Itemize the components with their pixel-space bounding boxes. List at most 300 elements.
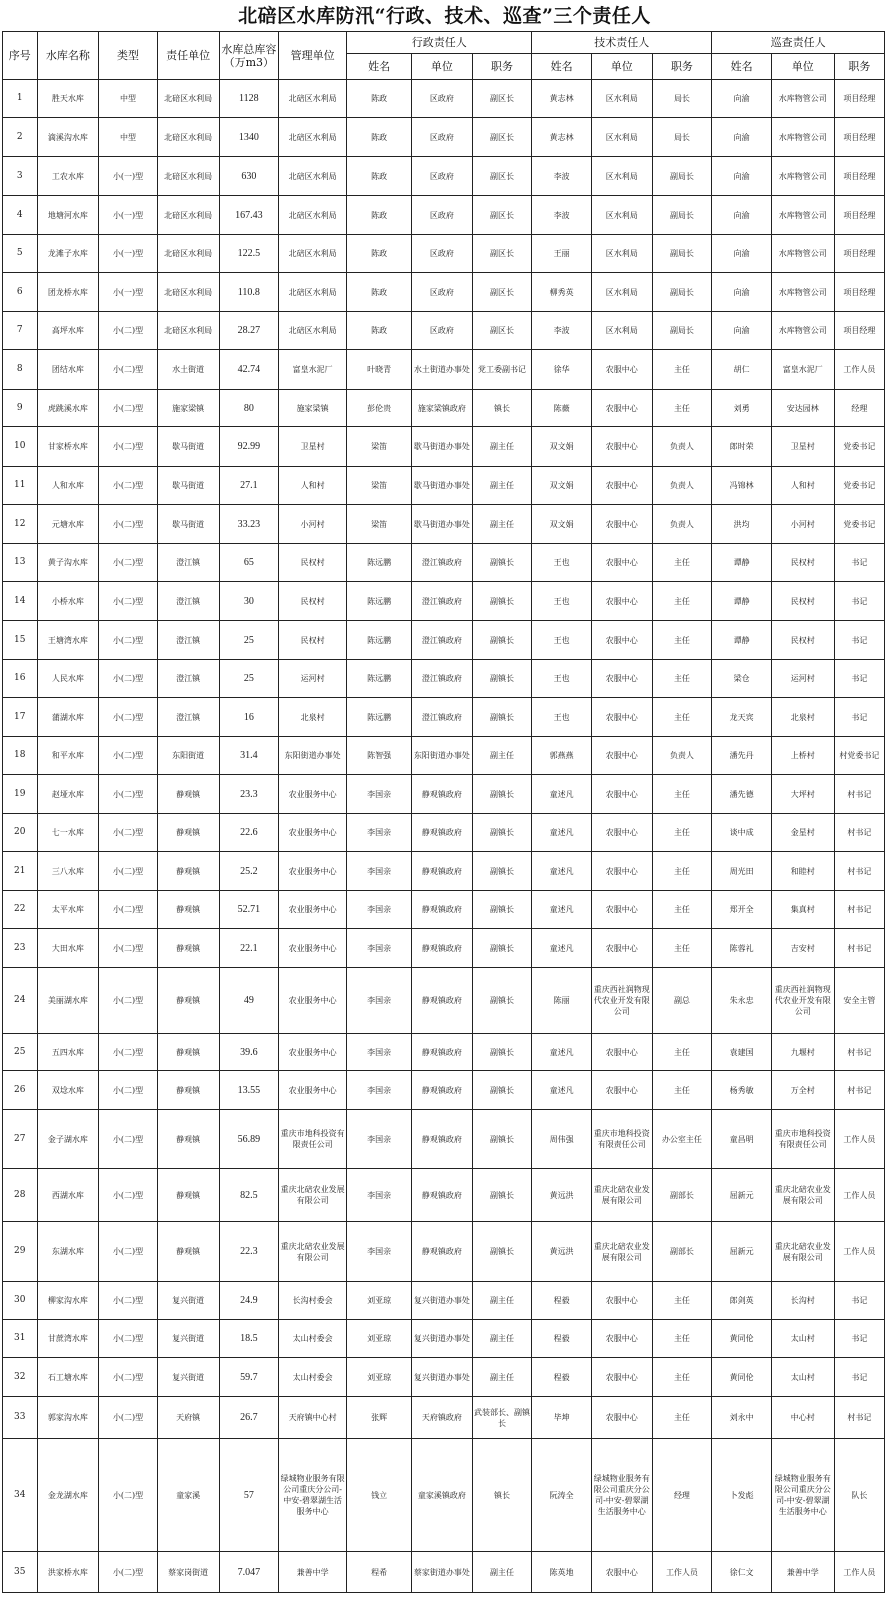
cell-management-unit: 民权村: [279, 582, 347, 621]
cell-patrol-name: 向渝: [712, 273, 772, 312]
cell-admin-name: 刘亚琼: [347, 1358, 412, 1397]
cell-patrol-name: 梁仓: [712, 660, 772, 698]
cell-tech-name: 黄志林: [532, 80, 592, 118]
cell-admin-unit: 童家溪镇政府: [412, 1439, 473, 1552]
cell-admin-name: 陈政: [347, 80, 412, 118]
cell-tech-post: 副局长: [652, 196, 712, 235]
cell-type: 小(一)型: [99, 196, 158, 235]
cell-admin-name: 陈智强: [347, 737, 412, 775]
cell-no: 11: [3, 467, 38, 505]
cell-admin-post: 副镇长: [472, 1169, 532, 1222]
cell-tech-name: 柳秀英: [532, 273, 592, 312]
cell-admin-unit: 复兴街道办事处: [412, 1320, 473, 1358]
cell-patrol-unit: 水库物管公司: [771, 196, 834, 235]
cell-tech-name: 童述凡: [532, 852, 592, 891]
cell-patrol-post: 项目经理: [834, 118, 884, 157]
cell-patrol-name: 谭静: [712, 544, 772, 582]
cell-tech-post: 副部长: [652, 1222, 712, 1282]
cell-admin-unit: 静观镇政府: [412, 1222, 473, 1282]
cell-tech-post: 主任: [652, 1358, 712, 1397]
cell-patrol-name: 胡仁: [712, 350, 772, 390]
cell-tech-name: 阮涛全: [532, 1439, 592, 1552]
cell-responsible-unit: 静观镇: [157, 775, 219, 814]
header-patrol-group: 巡查责任人: [712, 32, 885, 54]
cell-patrol-name: 黄同伦: [712, 1358, 772, 1397]
cell-tech-name: 李波: [532, 157, 592, 196]
cell-admin-post: 副主任: [472, 1358, 532, 1397]
cell-patrol-post: 党委书记: [834, 467, 884, 505]
cell-admin-name: 陈政: [347, 273, 412, 312]
cell-admin-unit: 区政府: [412, 118, 473, 157]
cell-capacity: 80: [219, 390, 279, 427]
cell-admin-unit: 歇马街道办事处: [412, 427, 473, 467]
cell-capacity: 52.71: [219, 891, 279, 929]
cell-admin-post: 副镇长: [472, 582, 532, 621]
header-tech-name: 姓名: [532, 54, 592, 80]
cell-patrol-unit: 和睦村: [771, 852, 834, 891]
cell-patrol-post: 工作人员: [834, 350, 884, 390]
table-row: [3, 698, 885, 737]
cell-tech-post: 主任: [652, 891, 712, 929]
cell-admin-name: 李国亲: [347, 1222, 412, 1282]
cell-admin-unit: 蔡家街道办事处: [412, 1552, 473, 1593]
cell-patrol-post: 村书记: [834, 891, 884, 929]
cell-admin-name: 陈政: [347, 196, 412, 235]
cell-responsible-unit: 静观镇: [157, 814, 219, 852]
table-row: [3, 1320, 885, 1358]
cell-tech-name: 王丽: [532, 235, 592, 273]
cell-name: 郭家沟水库: [37, 1397, 99, 1439]
cell-admin-post: 武装部长、副镇长: [472, 1397, 532, 1439]
cell-responsible-unit: 北碚区水利局: [157, 273, 219, 312]
table-row: [3, 157, 885, 196]
cell-admin-unit: 静观镇政府: [412, 1034, 473, 1071]
cell-patrol-name: 童昌明: [712, 1110, 772, 1169]
cell-patrol-unit: 兼善中学: [771, 1552, 834, 1593]
cell-responsible-unit: 北碚区水利局: [157, 118, 219, 157]
cell-admin-name: 陈远鹏: [347, 582, 412, 621]
table-row: [3, 621, 885, 660]
cell-name: 双埝水库: [37, 1071, 99, 1110]
table-row: [3, 1439, 885, 1552]
cell-patrol-post: 经理: [834, 390, 884, 427]
cell-admin-unit: 澄江镇政府: [412, 582, 473, 621]
cell-tech-unit: 农服中心: [591, 505, 652, 544]
cell-patrol-post: 项目经理: [834, 235, 884, 273]
cell-admin-name: 梁笛: [347, 467, 412, 505]
cell-name: 小桥水库: [37, 582, 99, 621]
cell-tech-name: 童述凡: [532, 1071, 592, 1110]
cell-patrol-name: 黄同伦: [712, 1320, 772, 1358]
cell-patrol-unit: 富皇水泥厂: [771, 350, 834, 390]
cell-patrol-unit: 太山村: [771, 1358, 834, 1397]
cell-admin-post: 副区长: [472, 235, 532, 273]
cell-admin-post: 副镇长: [472, 891, 532, 929]
cell-patrol-unit: 长沟村: [771, 1282, 834, 1320]
cell-admin-name: 梁笛: [347, 505, 412, 544]
table-row: [3, 968, 885, 1034]
cell-patrol-unit: 水库物管公司: [771, 273, 834, 312]
cell-no: 34: [3, 1439, 38, 1552]
cell-patrol-name: 屈新元: [712, 1222, 772, 1282]
cell-patrol-name: 向渝: [712, 157, 772, 196]
cell-admin-name: 李国亲: [347, 852, 412, 891]
cell-patrol-post: 村书记: [834, 775, 884, 814]
cell-tech-name: 毕坤: [532, 1397, 592, 1439]
cell-name: 金子湖水库: [37, 1110, 99, 1169]
cell-tech-post: 主任: [652, 1397, 712, 1439]
cell-name: 虎跳溪水库: [37, 390, 99, 427]
cell-admin-unit: 施家梁镇政府: [412, 390, 473, 427]
cell-type: 小(二)型: [99, 1071, 158, 1110]
cell-tech-name: 童述凡: [532, 814, 592, 852]
cell-tech-post: 主任: [652, 814, 712, 852]
cell-management-unit: 小河村: [279, 505, 347, 544]
cell-admin-unit: 静观镇政府: [412, 1169, 473, 1222]
cell-admin-post: 副镇长: [472, 775, 532, 814]
cell-management-unit: 北碚区水利局: [279, 80, 347, 118]
cell-admin-unit: 水土街道办事处: [412, 350, 473, 390]
cell-capacity: 23.3: [219, 775, 279, 814]
cell-tech-post: 副局长: [652, 157, 712, 196]
cell-admin-name: 陈远鹏: [347, 621, 412, 660]
cell-tech-post: 主任: [652, 660, 712, 698]
cell-responsible-unit: 静观镇: [157, 1034, 219, 1071]
cell-name: 滴溪沟水库: [37, 118, 99, 157]
cell-admin-unit: 澄江镇政府: [412, 544, 473, 582]
cell-tech-unit: 区水利局: [591, 312, 652, 350]
table-row: [3, 1397, 885, 1439]
cell-responsible-unit: 北碚区水利局: [157, 80, 219, 118]
cell-patrol-post: 村党委书记: [834, 737, 884, 775]
cell-tech-name: 陈薇: [532, 390, 592, 427]
cell-management-unit: 北碚区水利局: [279, 273, 347, 312]
cell-management-unit: 民权村: [279, 544, 347, 582]
cell-name: 美丽湖水库: [37, 968, 99, 1034]
cell-type: 小(二)型: [99, 891, 158, 929]
cell-no: 1: [3, 80, 38, 118]
table-row: [3, 118, 885, 157]
cell-patrol-name: 袁建国: [712, 1034, 772, 1071]
cell-patrol-unit: 水库物管公司: [771, 80, 834, 118]
header-patrol-unit: 单位: [771, 54, 834, 80]
header-tech-unit: 单位: [591, 54, 652, 80]
cell-responsible-unit: 北碚区水利局: [157, 196, 219, 235]
cell-type: 小(一)型: [99, 235, 158, 273]
cell-type: 小(二)型: [99, 737, 158, 775]
cell-admin-unit: 区政府: [412, 157, 473, 196]
cell-no: 27: [3, 1110, 38, 1169]
cell-management-unit: 卫星村: [279, 427, 347, 467]
cell-tech-post: 主任: [652, 350, 712, 390]
cell-type: 小(二)型: [99, 544, 158, 582]
cell-type: 小(二)型: [99, 814, 158, 852]
cell-name: 龙滩子水库: [37, 235, 99, 273]
cell-tech-unit: 农服中心: [591, 775, 652, 814]
cell-no: 19: [3, 775, 38, 814]
cell-name: 七一水库: [37, 814, 99, 852]
cell-type: 小(二)型: [99, 1552, 158, 1593]
table-row: [3, 1034, 885, 1071]
cell-no: 20: [3, 814, 38, 852]
cell-tech-name: 程毅: [532, 1358, 592, 1397]
cell-name: 元塘水库: [37, 505, 99, 544]
cell-capacity: 57: [219, 1439, 279, 1552]
cell-patrol-unit: 水库物管公司: [771, 118, 834, 157]
cell-responsible-unit: 复兴街道: [157, 1358, 219, 1397]
cell-patrol-name: 杨秀敏: [712, 1071, 772, 1110]
cell-tech-name: 双文娟: [532, 505, 592, 544]
cell-responsible-unit: 北碚区水利局: [157, 235, 219, 273]
table-row: [3, 1282, 885, 1320]
cell-capacity: 16: [219, 698, 279, 737]
cell-admin-name: 钱立: [347, 1439, 412, 1552]
cell-patrol-unit: 运河村: [771, 660, 834, 698]
cell-tech-unit: 农服中心: [591, 852, 652, 891]
cell-tech-post: 局长: [652, 80, 712, 118]
cell-admin-unit: 复兴街道办事处: [412, 1358, 473, 1397]
cell-admin-name: 李国亲: [347, 814, 412, 852]
cell-tech-unit: 区水利局: [591, 273, 652, 312]
cell-patrol-unit: 集真村: [771, 891, 834, 929]
cell-tech-unit: 重庆北碚农业发展有限公司: [591, 1222, 652, 1282]
cell-management-unit: 北碚区水利局: [279, 118, 347, 157]
cell-tech-unit: 农服中心: [591, 621, 652, 660]
cell-admin-unit: 区政府: [412, 80, 473, 118]
table-row: [3, 273, 885, 312]
cell-type: 小(二)型: [99, 1358, 158, 1397]
cell-type: 小(二)型: [99, 968, 158, 1034]
cell-type: 小(二)型: [99, 582, 158, 621]
cell-patrol-unit: 重庆北碚农业发展有限公司: [771, 1169, 834, 1222]
cell-tech-post: 主任: [652, 544, 712, 582]
cell-capacity: 167.43: [219, 196, 279, 235]
cell-patrol-unit: 重庆北碚农业发展有限公司: [771, 1222, 834, 1282]
cell-admin-name: 程希: [347, 1552, 412, 1593]
cell-capacity: 22.6: [219, 814, 279, 852]
cell-name: 柳家沟水库: [37, 1282, 99, 1320]
table-row: [3, 467, 885, 505]
cell-admin-post: 党工委副书记: [472, 350, 532, 390]
cell-patrol-post: 工作人员: [834, 1169, 884, 1222]
cell-patrol-unit: 重庆市地科投资有限责任公司: [771, 1110, 834, 1169]
cell-patrol-name: 刘勇: [712, 390, 772, 427]
cell-admin-name: 刘亚琼: [347, 1282, 412, 1320]
cell-patrol-post: 村书记: [834, 852, 884, 891]
cell-patrol-unit: 中心村: [771, 1397, 834, 1439]
cell-patrol-unit: 水库物管公司: [771, 157, 834, 196]
cell-tech-post: 局长: [652, 118, 712, 157]
table-row: [3, 1552, 885, 1593]
cell-tech-post: 负责人: [652, 427, 712, 467]
cell-admin-unit: 静观镇政府: [412, 1110, 473, 1169]
table-row: [3, 1110, 885, 1169]
cell-tech-post: 主任: [652, 1320, 712, 1358]
cell-admin-post: 副区长: [472, 312, 532, 350]
cell-tech-post: 副局长: [652, 273, 712, 312]
cell-tech-unit: 农服中心: [591, 891, 652, 929]
cell-admin-name: 李国亲: [347, 1071, 412, 1110]
cell-patrol-unit: 安达园林: [771, 390, 834, 427]
cell-tech-name: 程毅: [532, 1282, 592, 1320]
cell-admin-unit: 静观镇政府: [412, 852, 473, 891]
cell-tech-post: 主任: [652, 390, 712, 427]
cell-no: 12: [3, 505, 38, 544]
cell-no: 2: [3, 118, 38, 157]
cell-capacity: 30: [219, 582, 279, 621]
cell-tech-unit: 区水利局: [591, 196, 652, 235]
cell-admin-post: 副镇长: [472, 968, 532, 1034]
cell-capacity: 22.3: [219, 1222, 279, 1282]
cell-management-unit: 重庆北碚农业发展有限公司: [279, 1222, 347, 1282]
cell-admin-unit: 东阳街道办事处: [412, 737, 473, 775]
cell-admin-unit: 区政府: [412, 273, 473, 312]
cell-capacity: 33.23: [219, 505, 279, 544]
cell-admin-name: 陈政: [347, 157, 412, 196]
cell-tech-unit: 农服中心: [591, 1552, 652, 1593]
cell-patrol-name: 郎时荣: [712, 427, 772, 467]
cell-management-unit: 农业服务中心: [279, 1034, 347, 1071]
cell-type: 小(二)型: [99, 1110, 158, 1169]
cell-capacity: 1340: [219, 118, 279, 157]
cell-patrol-name: 龙天宾: [712, 698, 772, 737]
header-admin-name: 姓名: [347, 54, 412, 80]
cell-patrol-name: 谭静: [712, 582, 772, 621]
cell-capacity: 56.89: [219, 1110, 279, 1169]
cell-management-unit: 太山村委会: [279, 1358, 347, 1397]
cell-admin-post: 副主任: [472, 737, 532, 775]
cell-capacity: 22.1: [219, 929, 279, 968]
cell-management-unit: 农业服务中心: [279, 775, 347, 814]
cell-type: 小(二)型: [99, 312, 158, 350]
table-row: [3, 1222, 885, 1282]
cell-type: 小(二)型: [99, 1320, 158, 1358]
cell-admin-name: 陈远鹏: [347, 544, 412, 582]
header-capacity: 水库总库容（万m3）: [219, 32, 279, 80]
cell-admin-post: 副区长: [472, 273, 532, 312]
cell-management-unit: 农业服务中心: [279, 1071, 347, 1110]
cell-tech-name: 程毅: [532, 1320, 592, 1358]
cell-responsible-unit: 歇马街道: [157, 427, 219, 467]
cell-patrol-unit: 大坪村: [771, 775, 834, 814]
cell-patrol-post: 村书记: [834, 1034, 884, 1071]
cell-patrol-name: 徐仁文: [712, 1552, 772, 1593]
cell-admin-post: 副区长: [472, 118, 532, 157]
cell-no: 13: [3, 544, 38, 582]
cell-type: 小(二)型: [99, 1282, 158, 1320]
cell-no: 15: [3, 621, 38, 660]
cell-no: 29: [3, 1222, 38, 1282]
cell-no: 4: [3, 196, 38, 235]
cell-no: 14: [3, 582, 38, 621]
cell-patrol-name: 谭静: [712, 621, 772, 660]
cell-patrol-unit: 太山村: [771, 1320, 834, 1358]
cell-tech-unit: 重庆西社润物现代农业开发有限公司: [591, 968, 652, 1034]
cell-management-unit: 富皇水泥厂: [279, 350, 347, 390]
cell-admin-name: 陈政: [347, 312, 412, 350]
cell-tech-unit: 农服中心: [591, 390, 652, 427]
cell-type: 小(二)型: [99, 1397, 158, 1439]
cell-responsible-unit: 复兴街道: [157, 1320, 219, 1358]
cell-admin-name: 李国亲: [347, 929, 412, 968]
cell-responsible-unit: 天府镇: [157, 1397, 219, 1439]
cell-no: 28: [3, 1169, 38, 1222]
header-admin-post: 职务: [472, 54, 532, 80]
cell-patrol-name: 朱永忠: [712, 968, 772, 1034]
cell-capacity: 59.7: [219, 1358, 279, 1397]
cell-no: 30: [3, 1282, 38, 1320]
cell-tech-unit: 绿城物业服务有限公司重庆分公司-中安-碧翠湖生活服务中心: [591, 1439, 652, 1552]
cell-no: 8: [3, 350, 38, 390]
header-type: 类型: [99, 32, 158, 80]
cell-name: 金龙湖水库: [37, 1439, 99, 1552]
table-row: [3, 427, 885, 467]
cell-tech-unit: 农服中心: [591, 350, 652, 390]
cell-patrol-post: 村书记: [834, 814, 884, 852]
cell-no: 5: [3, 235, 38, 273]
cell-capacity: 1128: [219, 80, 279, 118]
cell-type: 小(二)型: [99, 505, 158, 544]
header-no: 序号: [3, 32, 38, 80]
cell-patrol-unit: 重庆西社润物现代农业开发有限公司: [771, 968, 834, 1034]
cell-admin-unit: 澄江镇政府: [412, 621, 473, 660]
cell-patrol-name: 卜发彪: [712, 1439, 772, 1552]
cell-admin-unit: 静观镇政府: [412, 968, 473, 1034]
cell-tech-unit: 重庆市地科投资有限责任公司: [591, 1110, 652, 1169]
cell-admin-unit: 歇马街道办事处: [412, 467, 473, 505]
cell-no: 32: [3, 1358, 38, 1397]
cell-admin-unit: 澄江镇政府: [412, 660, 473, 698]
cell-capacity: 26.7: [219, 1397, 279, 1439]
cell-management-unit: 农业服务中心: [279, 968, 347, 1034]
cell-admin-name: 彭伦贵: [347, 390, 412, 427]
cell-capacity: 13.55: [219, 1071, 279, 1110]
cell-admin-post: 副镇长: [472, 621, 532, 660]
cell-admin-post: 副镇长: [472, 1110, 532, 1169]
cell-responsible-unit: 静观镇: [157, 968, 219, 1034]
cell-tech-unit: 农服中心: [591, 660, 652, 698]
cell-no: 10: [3, 427, 38, 467]
cell-tech-post: 副局长: [652, 235, 712, 273]
cell-patrol-post: 项目经理: [834, 273, 884, 312]
cell-no: 33: [3, 1397, 38, 1439]
cell-capacity: 25: [219, 621, 279, 660]
cell-type: 小(二)型: [99, 390, 158, 427]
cell-name: 团龙桥水库: [37, 273, 99, 312]
cell-name: 地塘河水库: [37, 196, 99, 235]
cell-tech-name: 周伟强: [532, 1110, 592, 1169]
cell-name: 甘家桥水库: [37, 427, 99, 467]
cell-tech-unit: 农服中心: [591, 582, 652, 621]
cell-tech-post: 副部长: [652, 1169, 712, 1222]
cell-tech-name: 双文娟: [532, 467, 592, 505]
cell-patrol-unit: 吉安村: [771, 929, 834, 968]
cell-patrol-post: 书记: [834, 660, 884, 698]
cell-tech-post: 副总: [652, 968, 712, 1034]
cell-tech-name: 童述凡: [532, 929, 592, 968]
cell-admin-post: 副镇长: [472, 1071, 532, 1110]
cell-no: 31: [3, 1320, 38, 1358]
cell-admin-post: 副主任: [472, 1552, 532, 1593]
cell-patrol-unit: 九堰村: [771, 1034, 834, 1071]
cell-admin-post: 副镇长: [472, 852, 532, 891]
cell-tech-name: 童述凡: [532, 891, 592, 929]
cell-capacity: 82.5: [219, 1169, 279, 1222]
cell-capacity: 25: [219, 660, 279, 698]
table-row: [3, 544, 885, 582]
cell-tech-unit: 农服中心: [591, 929, 652, 968]
cell-management-unit: 北碚区水利局: [279, 157, 347, 196]
